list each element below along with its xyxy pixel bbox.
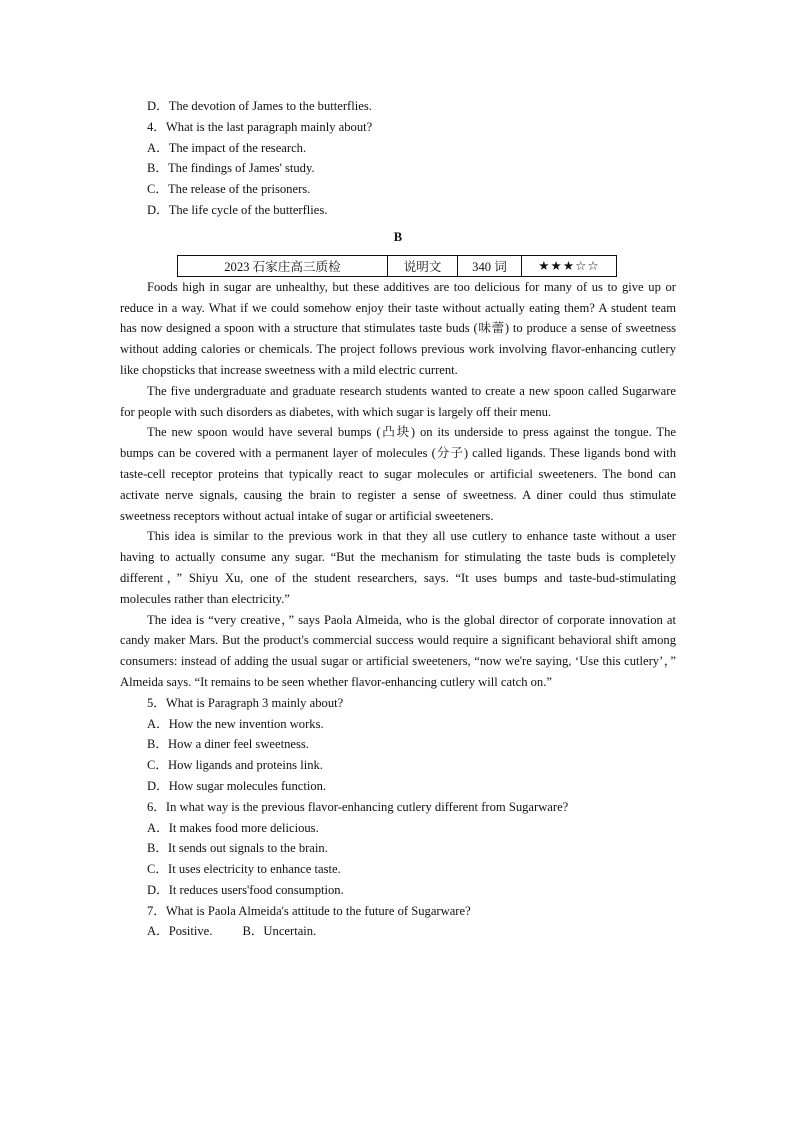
question-line: 4．What is the last paragraph mainly about?	[147, 119, 373, 134]
paragraph: This idea is similar to the previous work in that they all use cutlery to enhance taste without a user having to actually consume any sugar. “But the mechanism for stimulating the taste buds is completely different，” Shiyu Xu, one of the student researchers, says. “It uses bumps and taste-bud-stimulating molecules rather than electricity.”	[120, 529, 676, 606]
option-line: D．How sugar molecules function.	[147, 778, 327, 793]
option-line: D．The life cycle of the butterflies.	[147, 202, 328, 217]
section-label: B	[393, 229, 403, 244]
option-a: A．Positive.	[147, 924, 213, 939]
top-options	[120, 96, 676, 221]
option-line: B．The findings of James' study.	[147, 161, 315, 176]
passage-body	[120, 277, 676, 693]
question-line: 5．What is Paragraph 3 mainly about?	[147, 695, 344, 710]
option-line: C．It uses electricity to enhance taste.	[147, 862, 341, 877]
option-line: C．How ligands and proteins link.	[147, 758, 323, 773]
option-line: D．It reduces users'food consumption.	[147, 882, 344, 897]
paragraph: The idea is “very creative，” says Paola Almeida, who is the global director of corporate innovation at candy maker Mars. But the product's commercial success would require a significant behavioral shift among consumers: instead of adding the usual sugar or artificial sweeteners, “now we're saying, ‘Use this cutlery’，” Almeida says. “It remains to be seen whether flavor-enhancing cutlery will catch on.”	[120, 612, 676, 689]
word-count-cell: 340 词	[458, 256, 522, 276]
genre-cell: 说明文	[388, 256, 458, 276]
questions	[120, 693, 676, 943]
option-line: D．The devotion of James to the butterflies.	[147, 99, 372, 113]
option-line: B．How a diner feel sweetness.	[147, 737, 309, 752]
paragraph: The five undergraduate and graduate research students wanted to create a new spoon called Sugarware for people with such disorders as diabetes, with which sugar is largely off their menu.	[120, 383, 676, 419]
paragraph: The new spoon would have several bumps (凸块) on its underside to press against the tongue. The bumps can be covered with a permanent layer of molecules (分子) called ligands. These ligands bond with taste-cell receptor proteins that typically react to sugar molecules or artificial sweeteners. The bond can activate nerve signals, causing the brain to register a sense of sweetness. A diner could thus stimulate sweetness receptors without actual intake of sugar or artificial sweeteners.	[120, 425, 676, 523]
paragraph: Foods high in sugar are unhealthy, but these additives are too delicious for many of us to give up or reduce in a way. What if we could somehow enjoy their taste without actually eating them? A student team has now designed a spoon with a structure that stimulates taste buds (味蕾) to produce a sense of sweetness without adding calories or chemicals. The project follows previous work involving flavor-enhancing cutlery like chopsticks that increase sweetness with a mild electric current.	[120, 279, 676, 377]
option-line: A．The impact of the research.	[147, 140, 307, 155]
option-line: A．It makes food more delicious.	[147, 820, 319, 835]
option-line: B．It sends out signals to the brain.	[147, 841, 328, 856]
passage-info-bar	[177, 255, 617, 277]
option-row	[120, 921, 676, 942]
source-cell: 2023 石家庄高三质检	[178, 256, 388, 276]
option-line: C．The release of the prisoners.	[147, 182, 311, 197]
question-line: 6．In what way is the previous flavor-enhancing cutlery different from Sugarware?	[147, 799, 569, 814]
document-page	[120, 96, 676, 942]
question-line: 7．What is Paola Almeida's attitude to the future of Sugarware?	[147, 903, 471, 918]
option-b: B．Uncertain.	[242, 924, 317, 939]
option-line: A．How the new invention works.	[147, 716, 324, 731]
difficulty-stars: ★★★☆☆	[538, 258, 600, 273]
